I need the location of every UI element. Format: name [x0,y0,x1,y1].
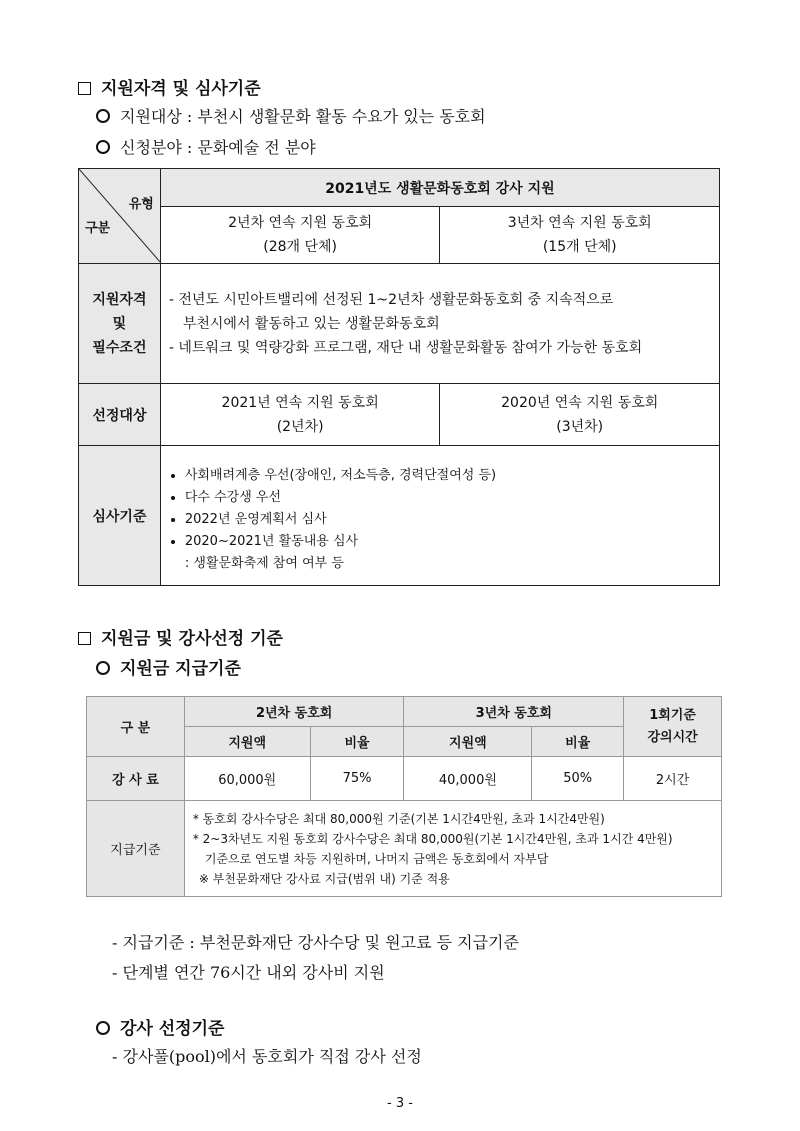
fee-header-3year: 3년차 동호회 [404,697,624,727]
row-criteria-content [160,446,719,586]
circle-bullet-icon [96,661,110,675]
diagonal-line [79,169,161,263]
square-bullet-icon [78,82,91,95]
section2-title: 지원금 및 강사선정 기준 [78,624,283,649]
selection-2year: 2021년 연속 지원 동호회 (2년차) [160,384,440,446]
fee-2year-amount: 60,000원 [184,757,310,801]
section3-title: 강사 선정기준 [96,1014,224,1039]
fee-hours: 2시간 [624,757,722,801]
section1-item-target: 지원대상 : 부천시 생활문화 활동 수요가 있는 동호회 [96,104,486,127]
criteria-list [169,464,711,549]
fee-header-2year: 2년차 동호회 [184,697,404,727]
fee-2year-ratio: 75% [310,757,404,801]
circle-bullet-icon [96,140,110,154]
fee-header-amount: 지원액 [404,727,532,757]
page-number: - 3 - [387,1096,413,1111]
eligibility-table [78,168,720,586]
section2-subtitle: 지원금 지급기준 [96,654,241,679]
circle-bullet-icon [96,109,110,123]
instructor-selection-note: - 강사풀(pool)에서 동호회가 직접 강사 선정 [112,1047,422,1066]
fee-header-ratio: 비율 [310,727,404,757]
corner-type-label: 유형 [128,197,154,212]
fee-header-hours: 1회기준 강의시간 [624,697,722,757]
payment-criteria-note: - 지급기준 : 부천문화재단 강사수당 및 원고료 등 지급기준 [112,933,519,952]
criteria-item: • 사회배려계층 우선(장애인, 저소득층, 경력단절여성 등) [185,464,711,483]
fee-row-label: 강 사 료 [87,757,185,801]
corner-category-label: 구분 [85,221,111,236]
fee-header-ratio: 비율 [532,727,624,757]
row-selection-label: 선정대상 [79,384,161,446]
col-2year: 2년차 연속 지원 동호회 (28개 단체) [160,207,440,264]
fee-notes: * 동호회 강사수당은 최대 80,000원 기준(기본 1시간4만원, 초과 1시간4만원) * 2~3차년도 지원 동호회 강사수당은 최대 80,000원(기본 1시간4만원, 초과 1시간 4만원) 기준으로 연도별 차등 지원하며, 나머지 금액은 동호회에서 자부담 ※ 부천문화재단 강사료 지급(범위 내) 기준 적용 [184,801,721,897]
criteria-item: • 2020~2021년 활동내용 심사 [185,530,711,549]
annual-hours-note: - 단계별 연간 76시간 내외 강사비 지원 [112,963,385,982]
fee-3year-amount: 40,000원 [404,757,532,801]
square-bullet-icon [78,632,91,645]
row-eligibility-label: 지원자격 및 필수조건 [79,264,161,384]
col-3year: 3년차 연속 지원 동호회 (15개 단체) [440,207,720,264]
criteria-sub: : 생활문화축제 참여 여부 등 [184,555,344,571]
table1-header-title: 2021년도 생활문화동호회 강사 지원 [160,169,719,207]
selection-3year: 2020년 연속 지원 동호회 (3년차) [440,384,720,446]
criteria-item: • 다수 수강생 우선 [185,486,711,505]
fee-notes-label: 지급기준 [87,801,185,897]
row-criteria-label: 심사기준 [79,446,161,586]
circle-bullet-icon [96,1021,110,1035]
fee-3year-ratio: 50% [532,757,624,801]
fee-header-amount: 지원액 [184,727,310,757]
criteria-item: • 2022년 운영계획서 심사 [185,508,711,527]
section1-title: 지원자격 및 심사기준 [78,74,261,99]
table-corner-cell [79,169,161,264]
fee-header-category: 구 분 [87,697,185,757]
fee-table [86,696,722,897]
row-eligibility-content: - 전년도 시민아트밸리에 선정된 1~2년차 생활문화동호회 중 지속적으로 부천시에서 활동하고 있는 생활문화동호회 - 네트워크 및 역량강화 프로그램, 재단 내 생활문화활동 참여가 가능한 동호회 [160,264,719,384]
section1-item-field: 신청분야 : 문화예술 전 분야 [96,135,316,158]
